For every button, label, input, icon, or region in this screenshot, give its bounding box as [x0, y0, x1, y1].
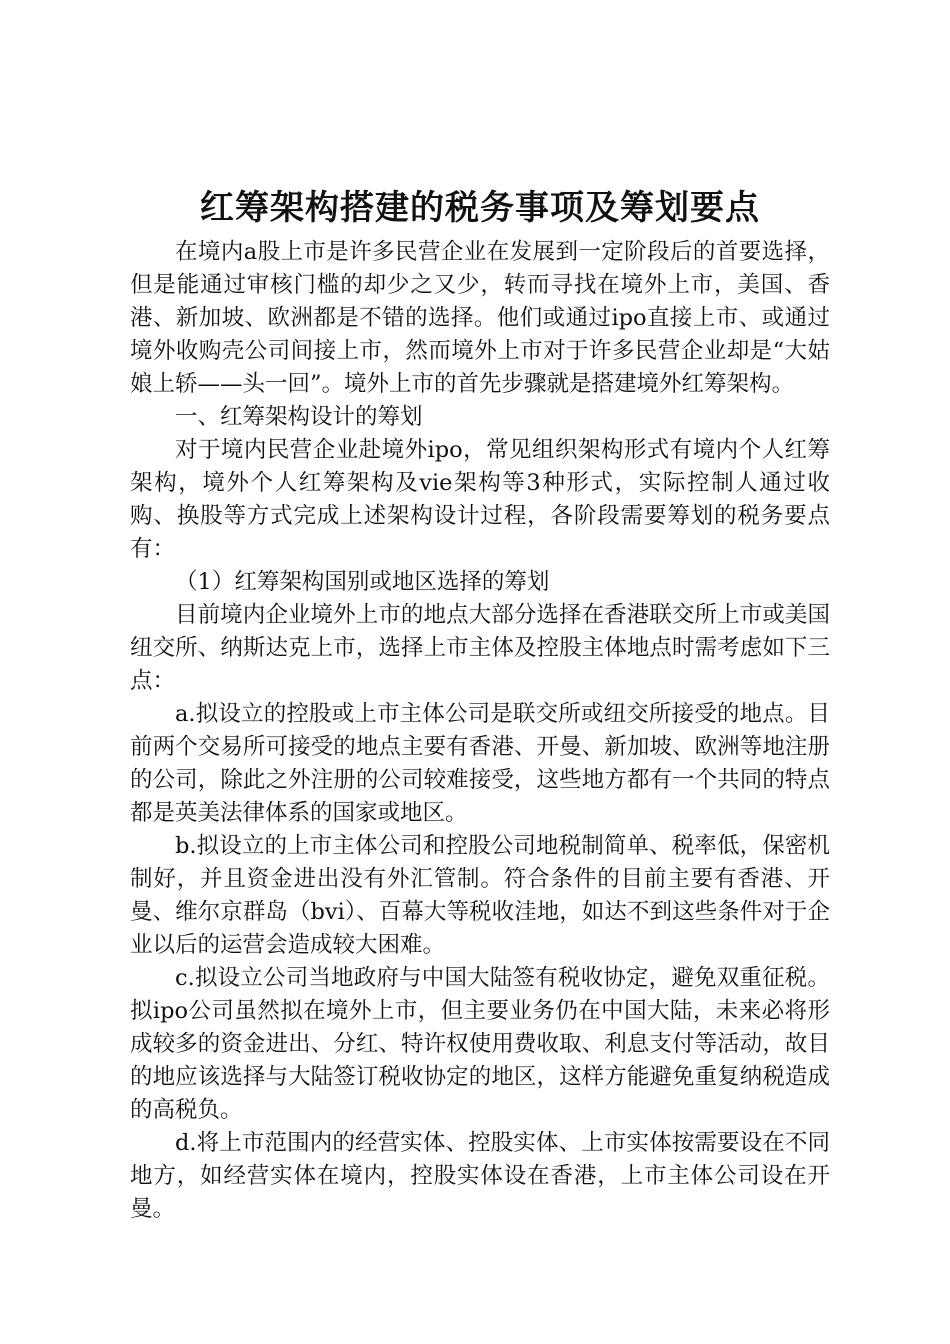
subsection-heading-1: （1）红筹架构国别或地区选择的筹划 — [175, 569, 550, 595]
document-title: 红筹架构搭建的税务事项及筹划要点 — [200, 188, 760, 228]
paragraph-intro: 在境内a股上市是许多民营企业在发展到一定阶段后的首要选择，但是能通过审核门槛的却少之又少，转而寻找在境外上市，美国、香港、新加坡、欧洲都是不错的选择。他们或通过ipo直接上市、或通过境外收购壳公司间接上市，然而境外上市对于许多民营企业却是“大姑娘上轿——头一回”。境外上市的首先步骤就是搭建境外红筹架构。 — [130, 239, 830, 397]
list-item-d: d.将上市范围内的经营实体、控股实体、上市实体按需要设在不同地方，如经营实体在境内，控股实体设在香港，上市主体公司设在开曼。 — [130, 1130, 830, 1222]
list-item-a: a.拟设立的控股或上市主体公司是联交所或纽交所接受的地点。目前两个交易所可接受的地点主要有香港、开曼、新加坡、欧洲等地注册的公司，除此之外注册的公司较难接受，这些地方都有一个共同的特点都是英美法律体系的国家或地区。 — [130, 701, 830, 826]
list-item-c: c.拟设立公司当地政府与中国大陆签有税收协定，避免双重征税。拟ipo公司虽然拟在境外上市，但主要业务仍在中国大陆，未来必将形成较多的资金进出、分红、特许权使用费收取、利息支付等活动，故目的地应该选择与大陆签订税收协定的地区，这样方能避免重复纳税造成的高税负。 — [130, 965, 830, 1123]
section-heading-1: 一、红筹架构设计的筹划 — [175, 404, 423, 430]
list-item-b: b.拟设立的上市主体公司和控股公司地税制简单、税率低，保密机制好，并且资金进出没有外汇管制。符合条件的目前主要有香港、开曼、维尔京群岛（bvi）、百幕大等税收洼地，如达不到这些条件对于企业以后的运营会造成较大困难。 — [130, 833, 830, 958]
paragraph-listing-location: 目前境内企业境外上市的地点大部分选择在香港联交所上市或美国纽交所、纳斯达克上市，选择上市主体及控股主体地点时需考虑如下三点： — [130, 602, 830, 694]
document-body — [130, 236, 830, 1226]
paragraph-structure-forms: 对于境内民营企业赴境外ipo，常见组织架构形式有境内个人红筹架构，境外个人红筹架构及vie架构等3种形式，实际控制人通过收购、换股等方式完成上述架构设计过程，各阶段需要筹划的税务要点有： — [130, 437, 830, 562]
